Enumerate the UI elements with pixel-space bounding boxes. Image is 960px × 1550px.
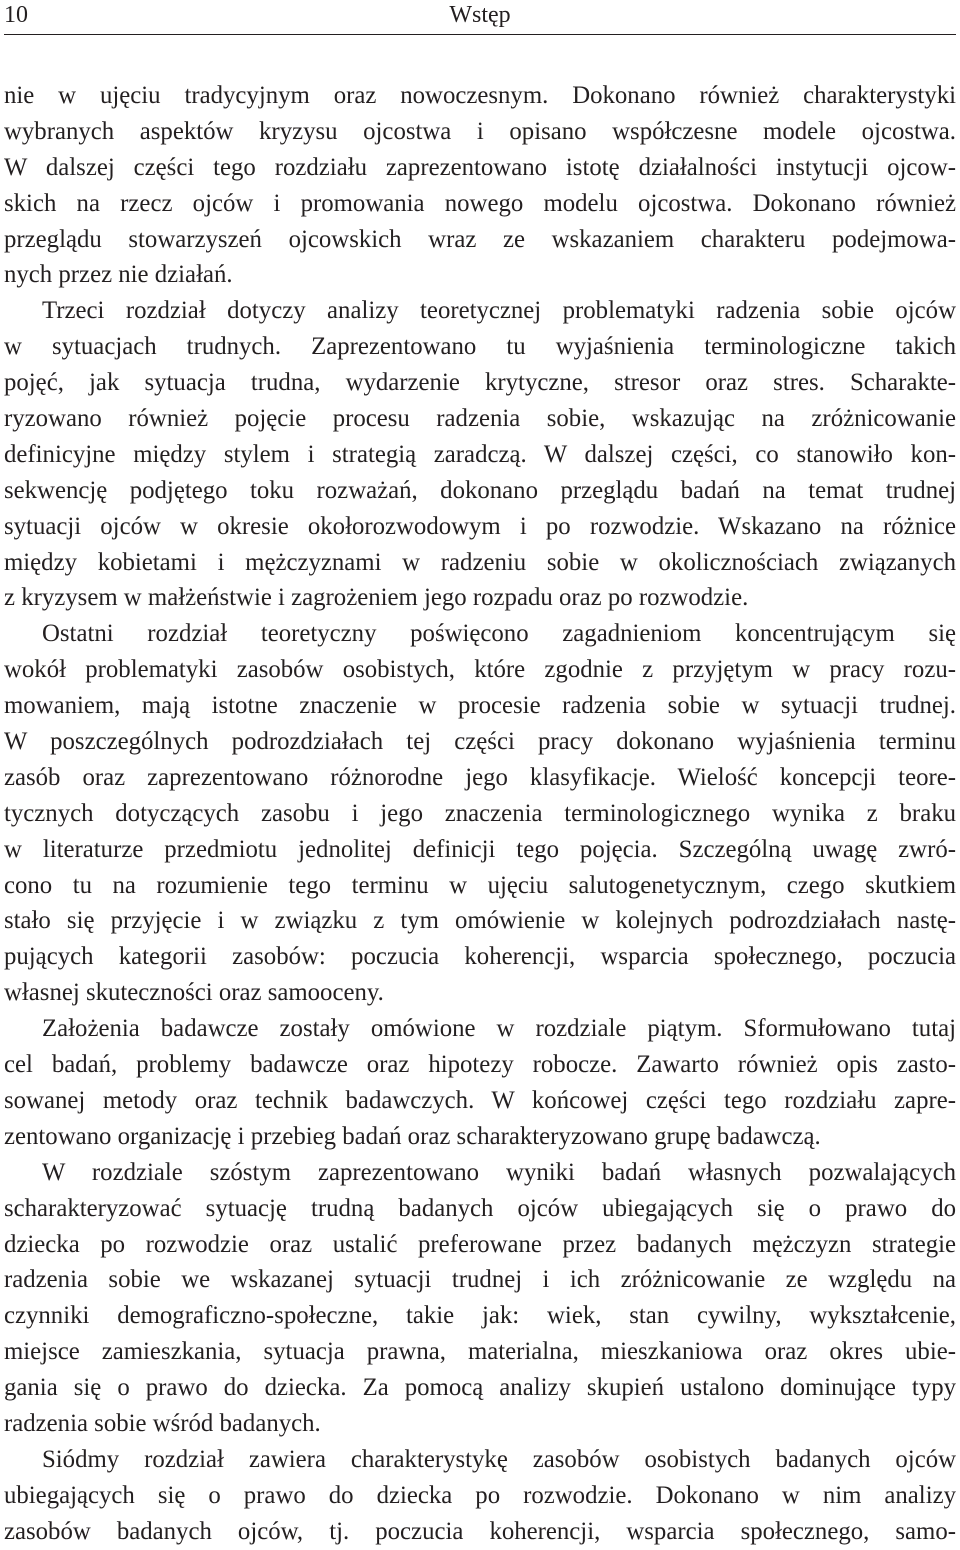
text-line: sytuacji ojców w okresie okołorozwodowym i po rozwodzie. Wskazano na różnice bbox=[4, 512, 956, 540]
text-line: ryzowano również pojęcie procesu radzenia sobie, wskazując na zróżnicowanie bbox=[4, 405, 956, 433]
text-line: w sytuacjach trudnych. Zaprezentowano tu wyjaśnienia terminologiczne takich bbox=[4, 333, 956, 361]
text-line: własnej skuteczności oraz samooceny. bbox=[4, 979, 384, 1007]
running-header bbox=[4, 0, 956, 35]
paragraph-start-line: Założenia badawcze zostały omówione w rozdziale piątym. Sformułowano tutaj bbox=[42, 1015, 956, 1043]
text-line: miejsce zamieszkania, sytuacja prawna, materialna, mieszkaniowa oraz okres ubie- bbox=[4, 1338, 956, 1366]
text-line: nych przez nie działań. bbox=[4, 261, 233, 289]
paragraph-start-line: Ostatni rozdział teoretyczny poświęcono zagadnieniom koncentrującym się bbox=[42, 620, 956, 648]
text-line: pojęć, jak sytuacja trudna, wydarzenie krytyczne, stresor oraz stres. Scharakte- bbox=[4, 369, 956, 397]
text-line: pujących kategorii zasobów: poczucia koherencji, wsparcia społecznego, poczucia bbox=[4, 943, 956, 971]
text-line: dziecka po rozwodzie oraz ustalić preferowane przez badanych mężczyzn strategie bbox=[4, 1230, 956, 1258]
paragraph-start-line: W rozdziale szóstym zaprezentowano wyniki badań własnych pozwalających bbox=[42, 1158, 956, 1186]
text-line: zasób oraz zaprezentowano różnorodne jego klasyfikacje. Wielość koncepcji teore- bbox=[4, 763, 956, 791]
paragraph-start-line: Siódmy rozdział zawiera charakterystykę zasobów osobistych badanych ojców bbox=[42, 1445, 956, 1473]
text-line: radzenia sobie wśród badanych. bbox=[4, 1409, 321, 1437]
text-line: W dalszej części tego rozdziału zaprezentowano istotę działalności instytucji ojcow- bbox=[4, 153, 956, 181]
text-line: mowaniem, mają istotne znaczenie w procesie radzenia sobie w sytuacji trudnej. bbox=[4, 692, 956, 720]
text-line: z kryzysem w małżeństwie i zagrożeniem jego rozpadu oraz po rozwodzie. bbox=[4, 584, 749, 612]
text-line: nie w ujęciu tradycyjnym oraz nowoczesnym. Dokonano również charakterystyki bbox=[4, 82, 956, 109]
text-line: sekwencję podjętego toku rozważań, dokonano przeglądu badań na temat trudnej bbox=[4, 476, 956, 504]
text-line: cel badań, problemy badawcze oraz hipotezy robocze. Zawarto również opis zasto- bbox=[4, 1051, 956, 1079]
text-line: scharakteryzować sytuację trudną badanych ojców ubiegających się o prawo do bbox=[4, 1194, 956, 1222]
text-line: zentowano organizację i przebieg badań oraz scharakteryzowano grupę badawczą. bbox=[4, 1122, 821, 1150]
text-line: wybranych aspektów kryzysu ojcostwa i opisano współczesne modele ojcostwa. bbox=[4, 117, 956, 145]
text-line: W poszczególnych podrozdziałach tej części pracy dokonano wyjaśnienia terminu bbox=[4, 728, 956, 756]
text-line: cono tu na rozumienie tego terminu w ujęciu salutogenetycznym, czego skutkiem bbox=[4, 871, 956, 899]
text-line: definicyjne między stylem i strategią zaradczą. W dalszej części, co stanowiło kon- bbox=[4, 440, 956, 468]
text-line: czynniki demograficzno-społeczne, takie jak: wiek, stan cywilny, wykształcenie, bbox=[4, 1302, 956, 1330]
text-line: stało się przyjęcie i w związku z tym omówienie w kolejnych podrozdziałach nastę- bbox=[4, 907, 956, 935]
text-line: wokół problematyki zasobów osobistych, które zgodnie z przyjętym w pracy rozu- bbox=[4, 656, 956, 684]
text-line: ubiegających się o prawo do dziecka po rozwodzie. Dokonano w nim analizy bbox=[4, 1481, 956, 1509]
text-line: skich na rzecz ojców i promowania nowego modelu ojcostwa. Dokonano również bbox=[4, 189, 956, 217]
paragraph-start-line: Trzeci rozdział dotyczy analizy teoretycznej problematyki radzenia sobie ojców bbox=[42, 297, 956, 325]
body-text bbox=[4, 78, 956, 1550]
running-head-title: Wstęp bbox=[449, 2, 511, 28]
text-line: sowanej metody oraz technik badawczych. W końcowej części tego rozdziału zapre- bbox=[4, 1086, 956, 1114]
page-number: 10 bbox=[4, 2, 28, 28]
text-line: gania się o prawo do dziecka. Za pomocą analizy skupień ustalono dominujące typy bbox=[4, 1374, 956, 1402]
text-line: między kobietami i mężczyznami w radzeniu sobie w okolicznościach związanych bbox=[4, 548, 956, 576]
text-line: przeglądu stowarzyszeń ojcowskich wraz ze wskazaniem charakteru podejmowa- bbox=[4, 225, 956, 253]
text-line: zasobów badanych ojców, tj. poczucia koherencji, wsparcia społecznego, samo- bbox=[4, 1517, 956, 1545]
text-line: w literaturze przedmiotu jednolitej definicji tego pojęcia. Szczególną uwagę zwró- bbox=[4, 835, 956, 863]
text-line: tycznych dotyczących zasobu i jego znaczenia terminologicznego wynika z braku bbox=[4, 799, 956, 827]
text-line: radzenia sobie we wskazanej sytuacji trudnej i ich zróżnicowanie ze względu na bbox=[4, 1266, 956, 1294]
